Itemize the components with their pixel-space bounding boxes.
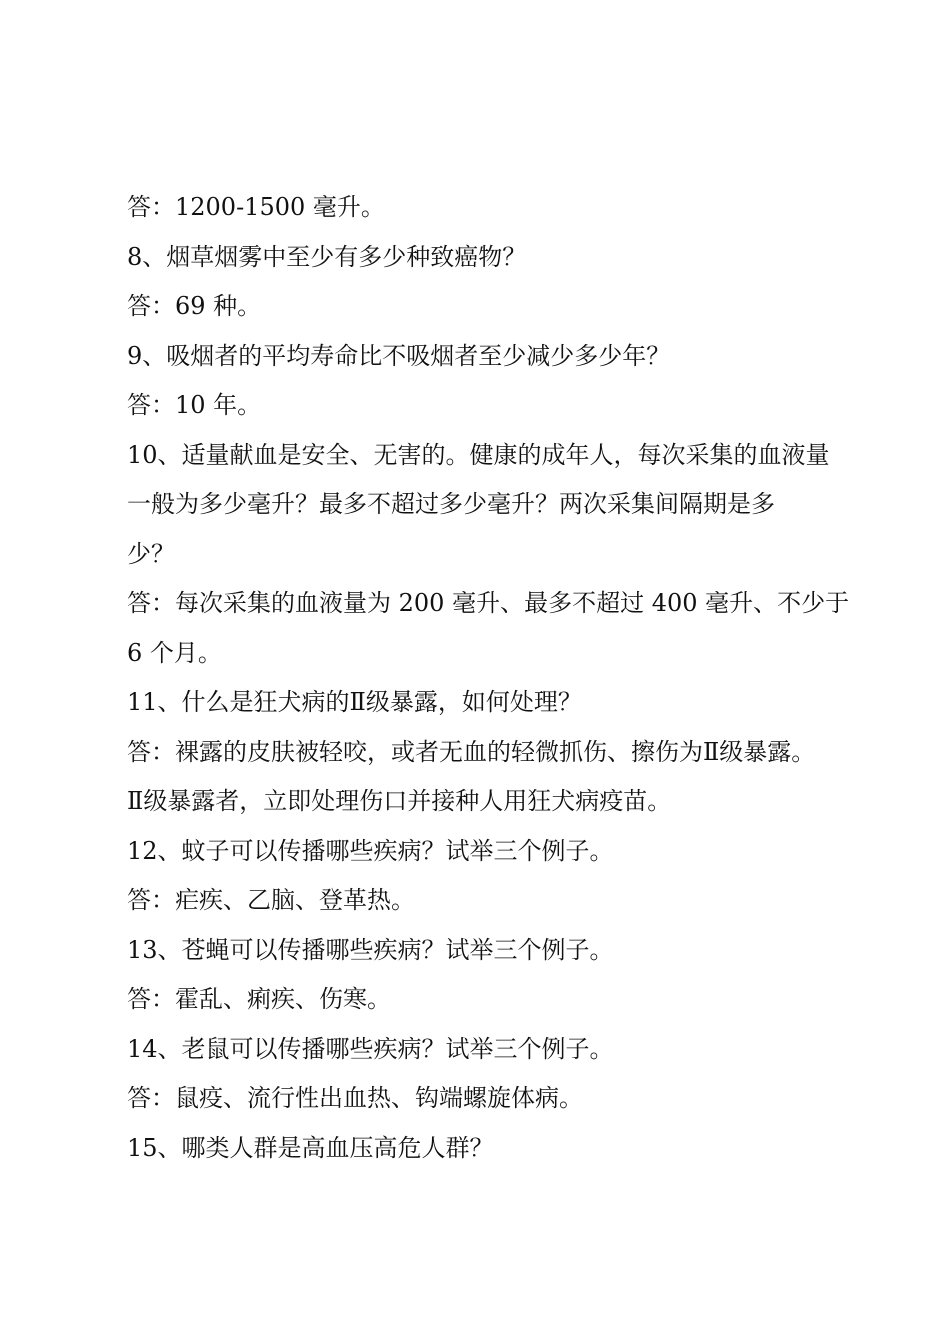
question-line-13: 13、苍蝇可以传播哪些疾病？试举三个例子。 [127,935,614,964]
answer-line-10-part-2: 6 个月。 [127,638,222,667]
question-line-12: 12、蚊子可以传播哪些疾病？试举三个例子。 [127,836,614,865]
question-line-9: 9、吸烟者的平均寿命比不吸烟者至少减少多少年？ [127,341,671,370]
answer-line-13: 答：霍乱、痢疾、伤寒。 [127,985,391,1013]
question-line-8: 8、烟草烟雾中至少有多少种致癌物？ [127,242,527,271]
question-line-11: 11、什么是狂犬病的Ⅱ级暴露，如何处理？ [127,688,582,716]
answer-line-10-part-1: 答：每次采集的血液量为 200 毫升、最多不超过 400 毫升、不少于 [127,589,850,617]
answer-line-7: 答：1200-1500 毫升。 [127,193,385,221]
document-body [127,183,850,1173]
question-line-10-part-2: 一般为多少毫升？最多不超过多少毫升？两次采集间隔期是多 [127,490,775,518]
question-line-14: 14、老鼠可以传播哪些疾病？试举三个例子。 [127,1034,614,1063]
question-line-10-part-1: 10、适量献血是安全、无害的。健康的成年人，每次采集的血液量 [127,440,830,469]
question-line-10-part-3: 少？ [127,539,175,568]
answer-line-14: 答：鼠疫、流行性出血热、钩端螺旋体病。 [127,1084,583,1112]
answer-line-8: 答：69 种。 [127,292,262,320]
answer-line-9: 答：10 年。 [127,391,262,419]
answer-line-11-part-2: Ⅱ级暴露者，立即处理伤口并接种人用狂犬病疫苗。 [127,787,672,815]
question-line-15: 15、哪类人群是高血压高危人群？ [127,1133,494,1162]
answer-line-12: 答：疟疾、乙脑、登革热。 [127,886,415,914]
answer-line-11-part-1: 答：裸露的皮肤被轻咬，或者无血的轻微抓伤、擦伤为Ⅱ级暴露。 [127,737,816,766]
